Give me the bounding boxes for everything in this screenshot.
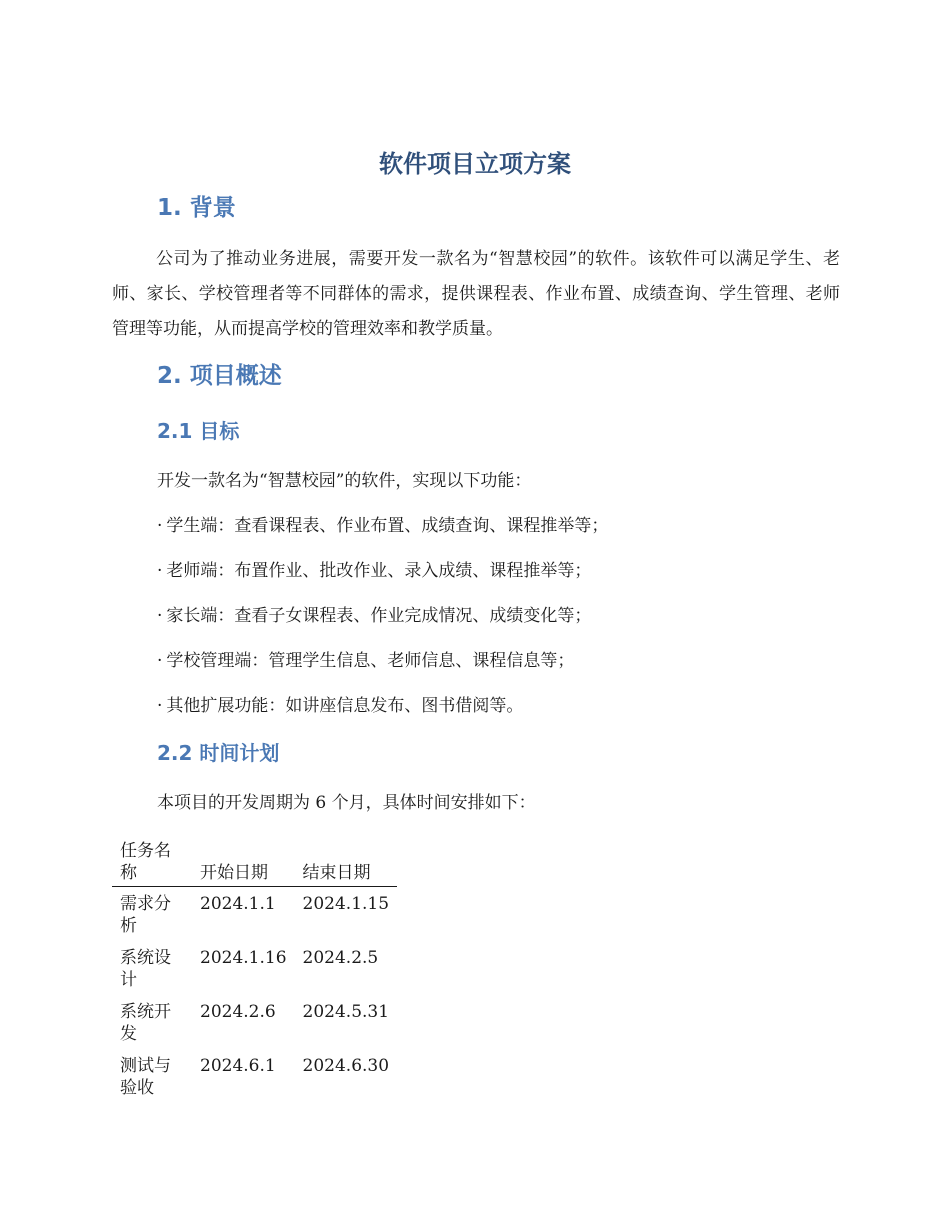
bullet-text: 学生端：查看课程表、作业布置、成绩查询、课程推举等； [166, 516, 609, 536]
table-row [112, 995, 397, 1049]
table-cell: 2024.6.1 [200, 1056, 276, 1076]
table-cell: 2024.2.6 [200, 1002, 276, 1022]
bullet-icon: · [157, 696, 163, 716]
table-cell: 系统开发 [120, 1002, 171, 1044]
bullet-item [157, 693, 523, 719]
column-header: 任务名称 [112, 840, 192, 887]
document-title: 软件项目立项方案 [379, 150, 571, 178]
schedule-table [112, 840, 397, 1103]
table-row [112, 941, 397, 995]
heading-overview: 2. 项目概述 [157, 363, 282, 389]
heading-schedule: 2.2 时间计划 [157, 741, 280, 765]
bullet-icon: · [157, 516, 163, 536]
table-row [112, 887, 397, 942]
goal-intro: 开发一款名为“智慧校园”的软件，实现以下功能： [157, 471, 532, 491]
bullet-text: 老师端：布置作业、批改作业、录入成绩、课程推举等； [166, 561, 592, 581]
table-cell: 需求分析 [120, 894, 171, 936]
table-cell: 2024.1.16 [200, 948, 287, 968]
bullet-text: 其他扩展功能：如讲座信息发布、图书借阅等。 [166, 696, 524, 716]
bullet-item [157, 558, 591, 584]
table-cell: 2024.6.30 [302, 1056, 390, 1076]
bullet-text: 学校管理端：管理学生信息、老师信息、课程信息等； [166, 651, 575, 671]
bullet-text: 家长端：查看子女课程表、作业完成情况、成绩变化等； [166, 606, 592, 626]
table-cell: 2024.1.1 [200, 894, 276, 914]
background-paragraph: 公司为了推动业务进展，需要开发一款名为“智慧校园”的软件。该软件可以满足学生、老师、家长、学校管理者等不同群体的需求，提供课程表、作业布置、成绩查询、学生管理、老师管理等功能，从而提高学校的管理效率和教学质量。 [112, 249, 840, 339]
table-row [112, 1049, 397, 1103]
schedule-intro: 本项目的开发周期为 6 个月，具体时间安排如下： [157, 793, 536, 813]
bullet-item [157, 513, 608, 539]
table-cell: 2024.2.5 [302, 948, 379, 968]
table-cell: 2024.5.31 [302, 1002, 390, 1022]
heading-background: 1. 背景 [157, 195, 236, 221]
heading-goal: 2.1 目标 [157, 419, 240, 443]
table-cell: 2024.1.15 [302, 894, 390, 914]
bullet-icon: · [157, 651, 163, 671]
table-header-row [112, 840, 397, 887]
table-cell: 系统设计 [120, 948, 171, 990]
column-header: 结束日期 [295, 840, 398, 887]
column-header: 开始日期 [192, 840, 295, 887]
table-cell: 测试与验收 [120, 1056, 171, 1098]
bullet-item [157, 648, 574, 674]
bullet-icon: · [157, 561, 163, 581]
bullet-item [157, 603, 591, 629]
bullet-icon: · [157, 606, 163, 626]
